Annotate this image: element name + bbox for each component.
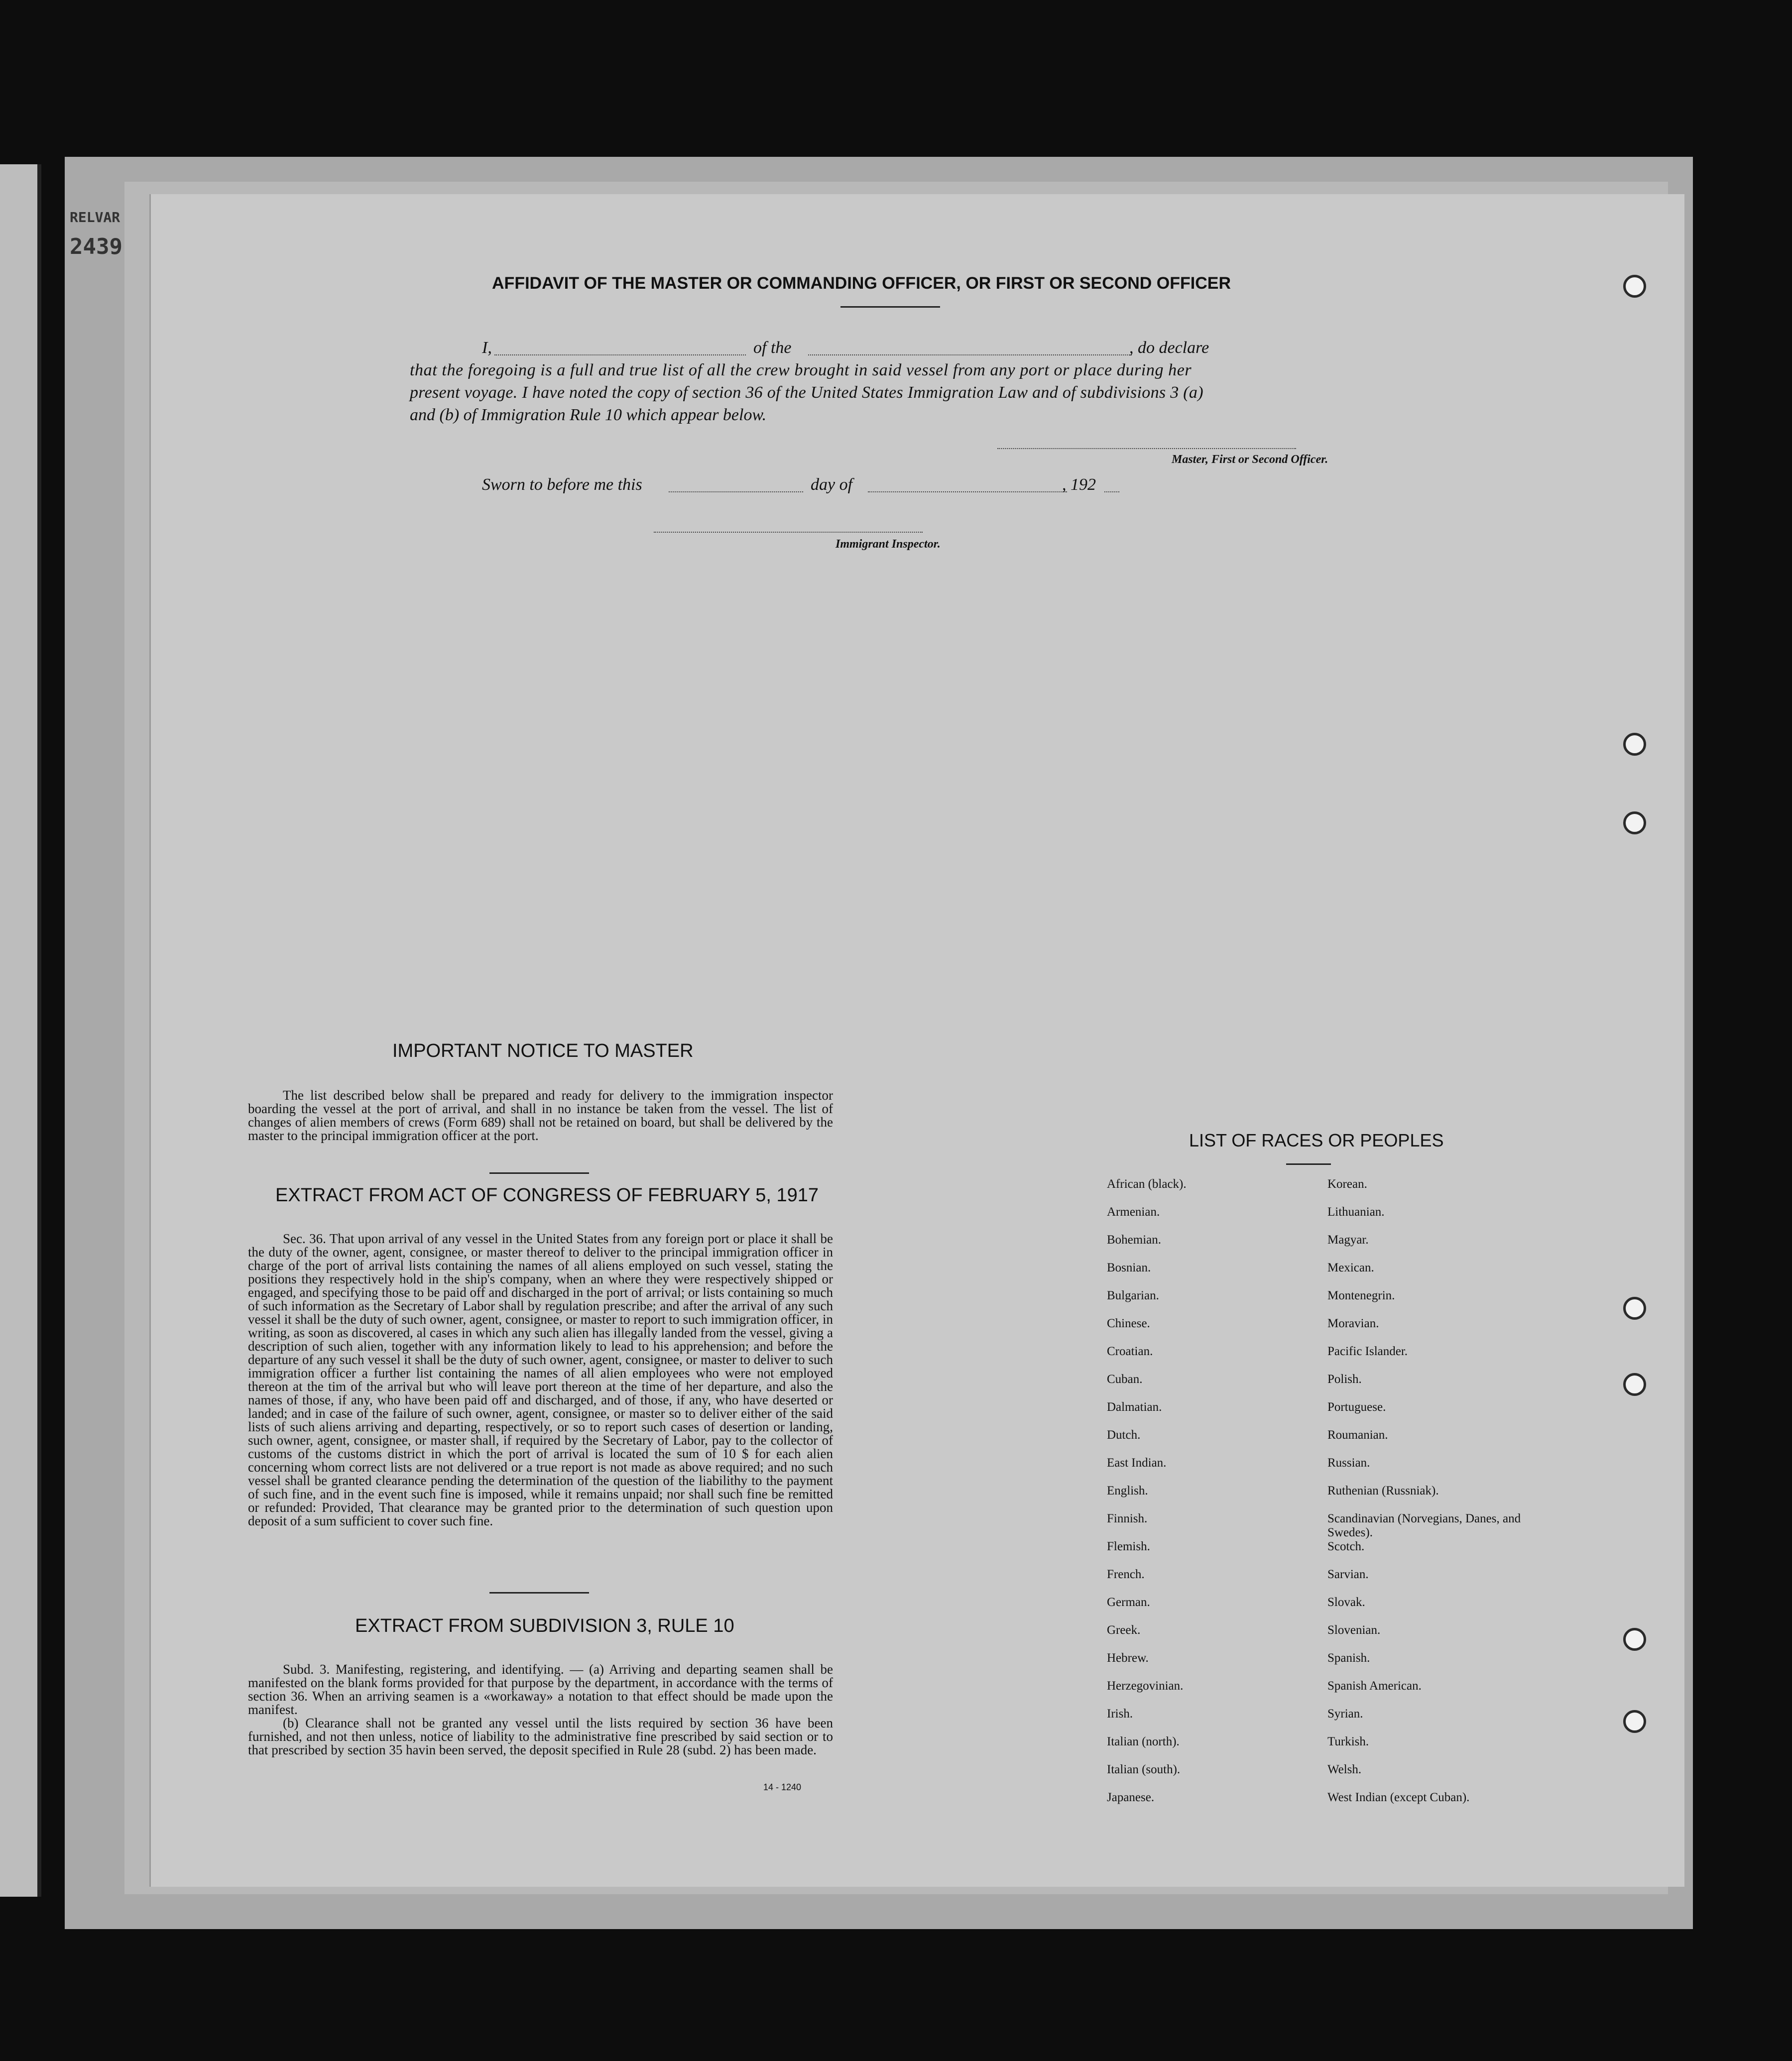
races-right-column: [1327, 1177, 1542, 1819]
affidavit-line3: present voyage. I have noted the copy of section 36 of the United States Immigration Law and of subdivisions 3 (a): [410, 383, 1203, 402]
race-item: Bulgarian.: [1107, 1289, 1159, 1302]
race-item: Bohemian.: [1107, 1233, 1162, 1247]
affidavit-page: [149, 194, 1684, 1887]
notice-body: The list described below shall be prepared and ready for delivery to the immigration inspector boarding the vessel at the port of arrival, and shall in no instance be taken from the vessel. The list of changes of alien members of crews (Form 689) shall not be retained on board, but shall be delivered by the master to the principal immigration officer at the port.: [248, 1088, 833, 1143]
vessel-name-field[interactable]: [808, 354, 1132, 355]
inspector-label: Immigrant Inspector.: [836, 538, 941, 551]
sworn-month-field[interactable]: [868, 491, 1067, 492]
race-item: Bosnian.: [1107, 1261, 1151, 1274]
sworn-day-of: day of: [811, 475, 853, 494]
race-item: Ruthenian (Russniak).: [1327, 1484, 1439, 1497]
margin-stub-label: RELVAR: [70, 209, 120, 226]
affidavit-line2: that the foregoing is a full and true list of all the crew brought in said vessel from any port or place during her: [410, 361, 1192, 379]
adjacent-page-strip: [0, 164, 41, 1897]
binder-hole-1: [1623, 275, 1646, 298]
notice-rule: [489, 1172, 589, 1174]
race-item: Magyar.: [1327, 1233, 1369, 1247]
race-item: Mexican.: [1327, 1261, 1374, 1274]
race-item: Russian.: [1327, 1456, 1370, 1470]
race-item: Welsh.: [1327, 1763, 1362, 1776]
race-item: Montenegrin.: [1327, 1289, 1395, 1302]
binder-hole-5: [1623, 1373, 1646, 1396]
race-item: Portuguese.: [1327, 1400, 1386, 1414]
sworn-day-field[interactable]: [669, 491, 803, 492]
race-item: Pacific Islander.: [1327, 1345, 1408, 1358]
officer-signature-label: Master, First or Second Officer.: [1172, 453, 1328, 466]
race-item: Greek.: [1107, 1623, 1141, 1637]
race-item: Italian (south).: [1107, 1763, 1181, 1776]
rule-extract-para-a: Subd. 3. Manifesting, registering, and identifying. — (a) Arriving and departing seamen shall be manifested on the blank forms provided for that purpose by the department, in accordance with the terms of section 36. When an arriving seamen is a «workaway» a notation to that effect should be made upon the manifest.: [248, 1662, 833, 1717]
race-item: East Indian.: [1107, 1456, 1167, 1470]
notice-title: IMPORTANT NOTICE TO MASTER: [392, 1040, 694, 1061]
race-item: French.: [1107, 1568, 1145, 1581]
binder-hole-4: [1623, 1297, 1646, 1320]
race-item: German.: [1107, 1596, 1150, 1609]
sworn-prefix: Sworn to before me this: [482, 475, 642, 494]
margin-stub-number: 2439: [70, 234, 122, 259]
race-item: Flemish.: [1107, 1540, 1150, 1553]
race-item: Herzegovinian.: [1107, 1679, 1184, 1693]
act-extract-rule: [489, 1592, 589, 1594]
sworn-year-field[interactable]: [1104, 491, 1119, 492]
race-item: Irish.: [1107, 1707, 1133, 1720]
binder-hole-2: [1623, 733, 1646, 756]
race-item: Moravian.: [1327, 1317, 1379, 1330]
races-left-column: [1107, 1177, 1306, 1819]
affiant-name-field[interactable]: [494, 354, 746, 355]
race-item: Cuban.: [1107, 1373, 1143, 1386]
affidavit-line4: and (b) of Immigration Rule 10 which appear below.: [410, 406, 767, 424]
act-extract-title: EXTRACT FROM ACT OF CONGRESS OF FEBRUARY 5, 1917: [275, 1185, 819, 1206]
race-item: West Indian (except Cuban).: [1327, 1791, 1470, 1804]
race-item: Finnish.: [1107, 1512, 1148, 1525]
race-item: Roumanian.: [1327, 1428, 1388, 1442]
rule-extract-para-b: (b) Clearance shall not be granted any vessel until the lists required by section 36 have been furnished, and not then unless, notice of liability to the administrative fine prescribed by said section or to that prescribed by section 35 havin been served, the deposit specified in Rule 28 (subd. 2) has been made.: [248, 1716, 833, 1757]
race-item: Scandinavian (Norvegians, Danes, and Swedes).: [1327, 1512, 1521, 1539]
race-item: Chinese.: [1107, 1317, 1150, 1330]
race-item: Japanese.: [1107, 1791, 1155, 1804]
race-item: Dalmatian.: [1107, 1400, 1162, 1414]
form-number: 14 - 1240: [763, 1782, 802, 1792]
rule-extract-title: EXTRACT FROM SUBDIVISION 3, RULE 10: [355, 1615, 734, 1636]
race-item: Slovak.: [1327, 1596, 1365, 1609]
act-extract-body: Sec. 36. That upon arrival of any vessel in the United States from any foreign port or place it shall be the duty of the owner, agent, consignee, or master thereof to deliver to the principal immigration officer in charge of the port of arrival lists containing the names of all aliens employed on such vessel, stating the positions they respectively hold in the ship's company, when an where they were respectively shipped or engaged, and specifying those to be paid off and discharged in the port of arrival; or lists containing so much of such information as the Secretary of Labor shall by regulation prescribe; and after the arrival of any such vessel it shall be the duty of such owner, agent, consignee, or master to report to such immigration officer, in writing, as soon as discovered, al cases in which any such alien has illegally landed from the vessel, giving a description of such alien, together with any information likely to lead to his apprehension; and before the departure of any such vessel it shall be the duty of such owner, agent, consignee, or master to deliver to such immigration officer a further list containing the names of all alien employees who were not employed thereon at the tim of the arrival but who will leave port thereon at the time of her departure, and also the names of those, if any, who have been paid off and discharged, and of those, if any, who have deserted or landed; and in case of the failure of such owner, agent, consignee, or master so to deliver either of the said lists of such aliens arriving and departing, respectively, or so to report such cases of desertion or landing, such owner, agent, consignee, or master shall, if required by the Secretary of Labor, pay to the collector of customs of the customs district in which the port of arrival is located the sum of 10 $ for each alien concerning whom correct lists are not delivered or a true report is not made as above required; and no such vessel shall be granted clearance pending the determination of the question of the liabilithy to the payment of such fine, and in the event such fine is imposed, while it remains unpaid; nor shall such fine be remitted or refunded: Provided, That clearance may be granted prior to the determination of such question upon deposit of a sum sufficient to cover such fine.: [248, 1231, 833, 1528]
race-item: Spanish.: [1327, 1651, 1370, 1665]
races-title-rule: [1286, 1163, 1331, 1165]
race-item: Spanish American.: [1327, 1679, 1422, 1693]
binder-hole-7: [1623, 1710, 1646, 1733]
race-item: Dutch.: [1107, 1428, 1141, 1442]
affidavit-title-rule: [840, 306, 940, 308]
race-item: Italian (north).: [1107, 1735, 1180, 1748]
race-item: Korean.: [1327, 1177, 1367, 1191]
race-item: Slovenian.: [1327, 1623, 1381, 1637]
affidavit-line1-do-declare: , do declare: [1129, 339, 1209, 357]
officer-signature-line[interactable]: [997, 448, 1296, 449]
binder-hole-6: [1623, 1628, 1646, 1651]
race-item: Turkish.: [1327, 1735, 1369, 1748]
affidavit-line1-of-the: of the: [753, 339, 792, 357]
race-item: Hebrew.: [1107, 1651, 1149, 1665]
sworn-year: , 192: [1062, 475, 1096, 494]
affidavit-line1-i: I,: [482, 339, 492, 357]
race-item: Polish.: [1327, 1373, 1362, 1386]
race-item: Scotch.: [1327, 1540, 1365, 1553]
race-item: Croatian.: [1107, 1345, 1153, 1358]
race-item: Lithuanian.: [1327, 1205, 1385, 1219]
race-item: Syrian.: [1327, 1707, 1363, 1720]
race-item: African (black).: [1107, 1177, 1187, 1191]
race-item: English.: [1107, 1484, 1148, 1497]
races-title: LIST OF RACES OR PEOPLES: [1189, 1130, 1444, 1150]
affidavit-title: AFFIDAVIT OF THE MASTER OR COMMANDING OFFICER, OR FIRST OR SECOND OFFICER: [492, 274, 1231, 293]
race-item: Armenian.: [1107, 1205, 1160, 1219]
race-item: Sarvian.: [1327, 1568, 1369, 1581]
inspector-signature-line[interactable]: [654, 532, 923, 533]
binder-hole-3: [1623, 811, 1646, 834]
